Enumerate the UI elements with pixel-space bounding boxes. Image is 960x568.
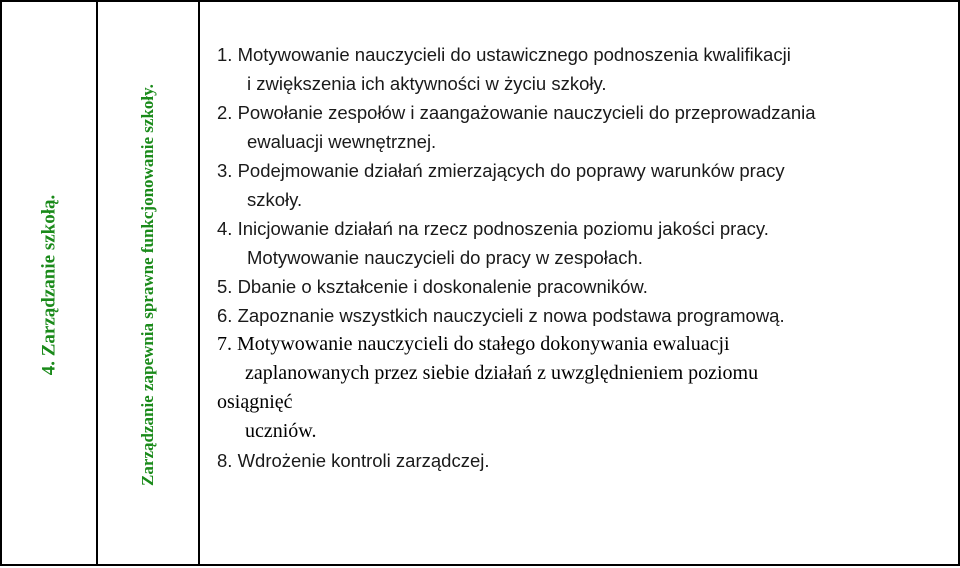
- requirement-label: Zarządzanie zapewnia sprawne funkcjonowanie szkoły.: [138, 84, 158, 486]
- list-item: 4. Inicjowanie działań na rzecz podnoszenia poziomu jakości pracy. Motywowanie nauczycieli do pracy w zespołach.: [217, 218, 769, 268]
- list-item: 2. Powołanie zespołów i zaangażowanie nauczycieli do przeprowadzania ewaluacji wewnętrznej.: [217, 102, 816, 152]
- list-item: 5. Dbanie o kształcenie i doskonalenie pracowników.: [217, 276, 648, 297]
- column-divider: [198, 2, 200, 564]
- list-item: 6. Zapoznanie wszystkich nauczycieli z nowa podstawa programową.: [217, 305, 785, 326]
- area-cell: [2, 2, 96, 568]
- area-label: 4. Zarządzanie szkołą.: [38, 194, 59, 376]
- task-list: [217, 40, 938, 475]
- requirement-cell: [98, 2, 198, 568]
- list-item: 3. Podejmowanie działań zmierzających do poprawy warunków pracy szkoły.: [217, 160, 785, 210]
- list-item: 1. Motywowanie nauczycieli do ustawicznego podnoszenia kwalifikacji i zwiększenia ich aktywności w życiu szkoły.: [217, 44, 791, 94]
- list-item: 7. Motywowanie nauczycieli do stałego dokonywania ewaluacji zaplanowanych przez siebie działań z uwzględnieniem poziomu osiągnięć uczniów.: [217, 333, 759, 442]
- list-item: 8. Wdrożenie kontroli zarządczej.: [217, 450, 490, 471]
